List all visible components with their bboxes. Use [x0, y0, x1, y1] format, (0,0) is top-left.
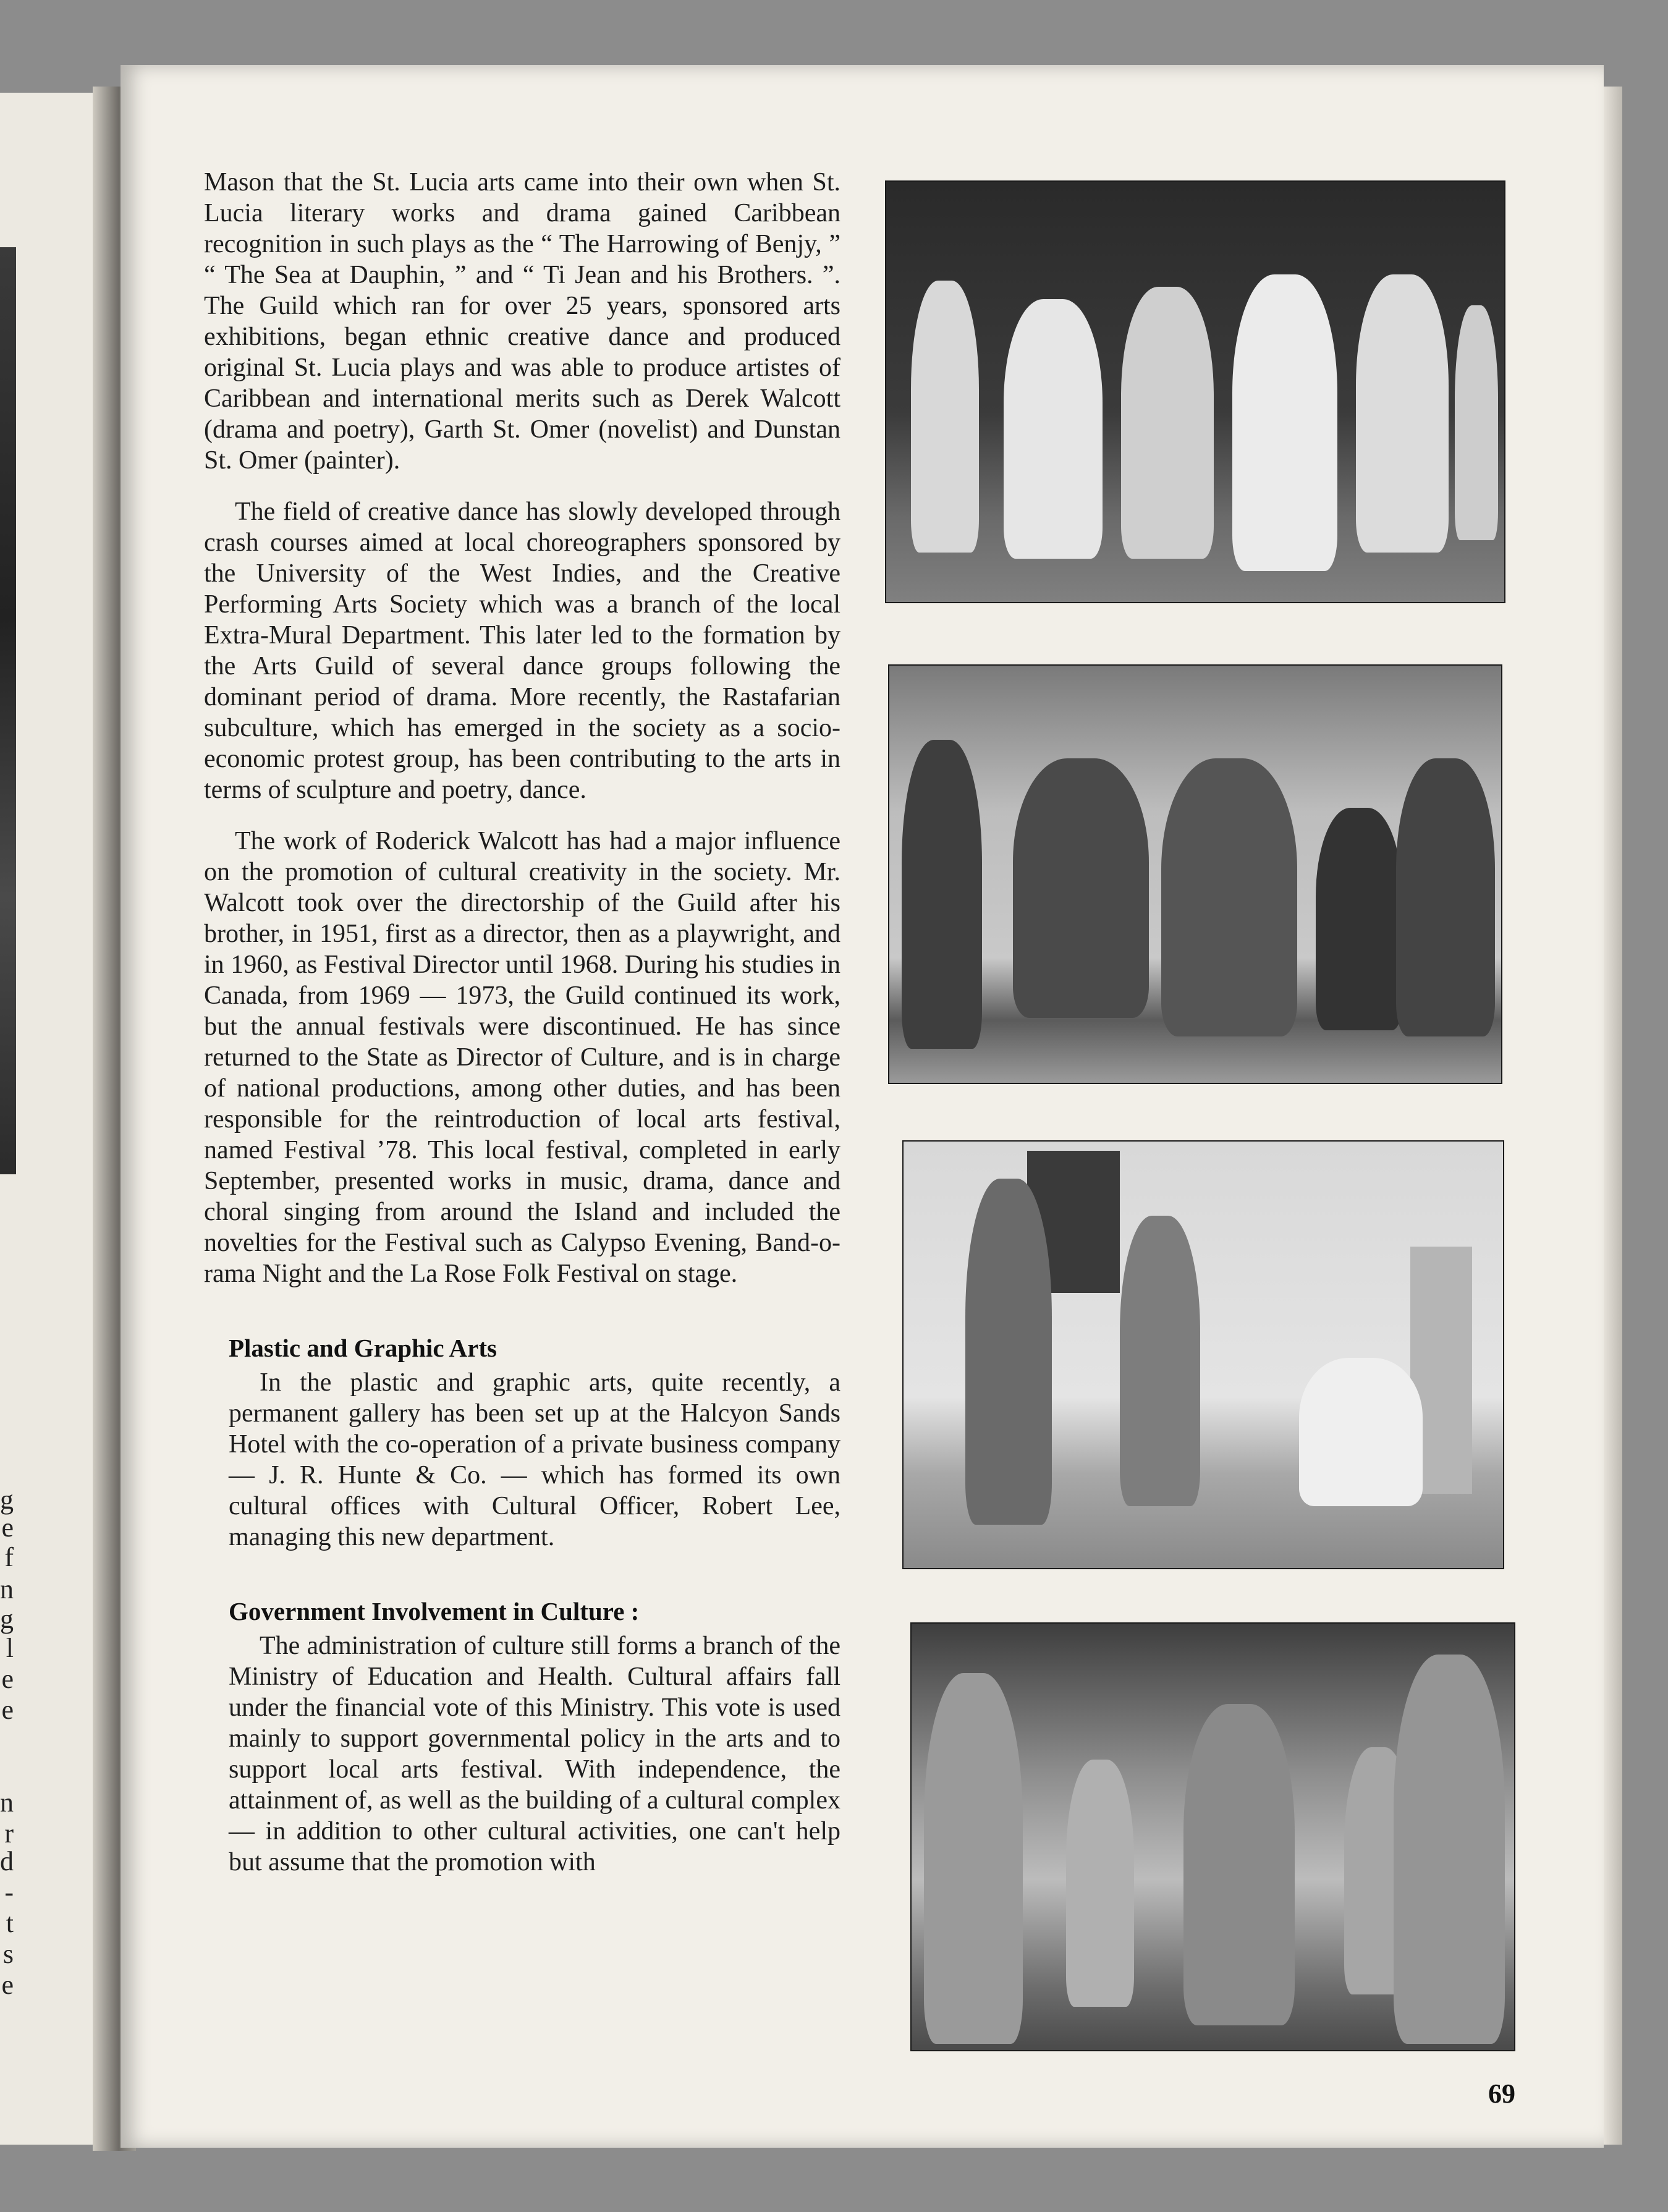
facing-text-fragment: n: [0, 1574, 14, 1604]
facing-text-fragment: l: [6, 1633, 14, 1663]
section-heading-government: Government Involvement in Culture :: [229, 1597, 640, 1625]
facing-text-fragment: e: [1, 1664, 14, 1694]
article-paragraph: The field of creative dance has slowly developed through crash courses aimed at local choreographers sponsored by the University of the West Indies, and the Creative Performing Arts Society which was a branch of the local Extra-Mural Department. This later led to the formation by the Arts Guild of several dance groups following the dominant period of drama. More recently, the Rastafarian subculture, which has emerged in the society as a socio-economic protest group, has been contributing to the arts in terms of sculpture and poetry, dance.: [204, 498, 840, 804]
facing-text-fragment: e: [1, 1970, 14, 2000]
facing-text-fragment: t: [6, 1908, 14, 1938]
section-heading-plastic-arts: Plastic and Graphic Arts: [229, 1334, 497, 1362]
facing-text-fragment: g: [0, 1485, 14, 1515]
article-paragraph: In the plastic and graphic arts, quite recently, a permanent gallery has been set up at the Halcyon Sands Hotel with the co-operation of a private business company — J. R. Hunte & Co. — which has formed its own cultural offices with Cultural Officer, Robert Lee, managing this new department.: [229, 1368, 840, 1551]
facing-text-fragment: d: [0, 1846, 14, 1876]
photo-dance-troupe: [888, 664, 1502, 1084]
facing-text-fragment: -: [4, 1877, 14, 1907]
article-paragraph: The administration of culture still forms a branch of the Ministry of Education and Health. Cultural affairs fall under the financial vote of this Ministry. This vote is used mainly to support governmental policy in the arts and to support local arts festival. With independence, the attainment of, as well as the building of a cultural complex — in addition to other cultural activities, one can't help but assume that the promotion with: [229, 1632, 840, 1876]
article-paragraph: Mason that the St. Lucia arts came into their own when St. Lucia literary works and drama gained Caribbean recognition in such plays as the “ The Harrowing of Benjy, ” “ The Sea at Dauphin, ” and “ Ti Jean and his Brothers. ”. The Guild which ran for over 25 years, sponsored arts exhibitions, began ethnic creative dance and produced original St. Lucia plays and was able to produce artistes of Caribbean and international merits such as Derek Walcott (drama and poetry), Garth St. Omer (novelist) and Dunstan St. Omer (painter).: [204, 168, 840, 475]
facing-text-fragment: g: [0, 1604, 14, 1634]
page-edge: [1604, 87, 1622, 2145]
facing-text-fragment: e: [1, 1695, 14, 1725]
facing-text-fragment: s: [2, 1939, 14, 1969]
photo-stage-play: [902, 1140, 1504, 1569]
facing-text-fragment: n: [0, 1787, 14, 1818]
photo-dancers-in-gowns: [885, 180, 1505, 603]
facing-text-fragment: e: [1, 1512, 14, 1543]
facing-text-fragment: f: [4, 1542, 14, 1572]
article-paragraph: The work of Roderick Walcott has had a major influence on the promotion of cultural creativity in the society. Mr. Walcott took over the directorship of the Guild after his brother, in 1951, first as a director, then as a playwright, and in 1960, as Festival Director until 1968. During his studies in Canada, from 1969 — 1973, the Guild continued its work, but the annual festivals were discontinued. He has since returned to the State as Director of Culture, and is in charge of national productions, among other duties, and has been responsible for the reintroduction of local arts festival, named Festival ’78. This local festival, completed in early September, presented works in music, drama, dance and choral singing from around the Island and included the novelties for the Festival such as Calypso Evening, Band-o-rama Night and the La Rose Folk Festival on stage.: [204, 827, 840, 1288]
page-number: 69: [1488, 2079, 1515, 2109]
article-column: [204, 167, 840, 1898]
facing-page-photo-edge: [0, 247, 16, 1174]
facing-text-fragment: r: [4, 1818, 14, 1849]
photo-dancers-raised-arms: [910, 1622, 1515, 2051]
